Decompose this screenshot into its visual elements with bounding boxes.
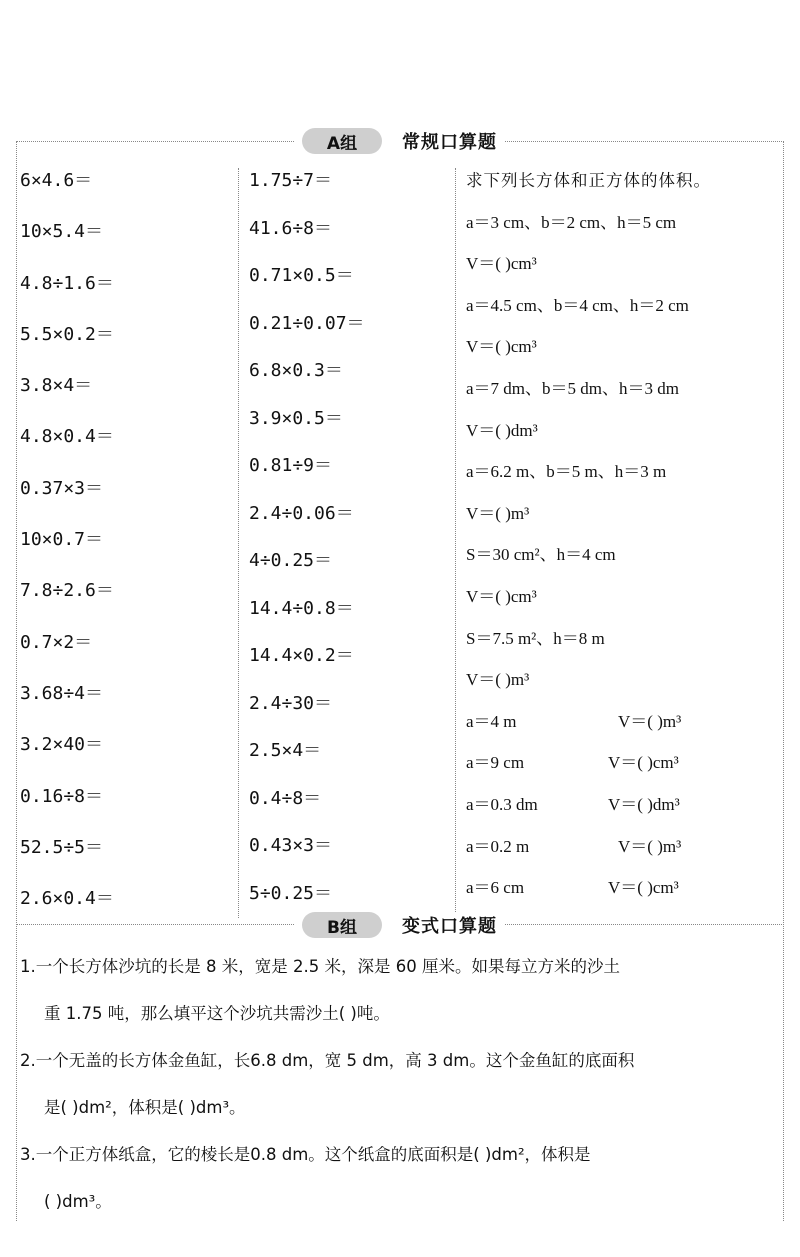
column-3-volume-problems xyxy=(466,166,786,915)
cube-answer: V＝( )cm³ xyxy=(608,878,679,898)
problem: 0.81÷9＝ xyxy=(249,455,333,476)
problem: 2.4÷0.06＝ xyxy=(249,502,354,524)
word-problem-line: 3.一个正方体纸盒，它的棱长是0.8 dm。这个纸盒的底面积是( )dm²，体积是 xyxy=(20,1145,591,1164)
problem: 0.71×0.5＝ xyxy=(249,265,354,286)
frame-left-border xyxy=(16,141,17,1221)
word-problem-line: 2.一个无盖的长方体金鱼缸，长6.8 dm，宽 5 dm，高 3 dm。这个金鱼缸的底面积 xyxy=(20,1051,635,1070)
cube-problem xyxy=(466,748,786,790)
group-b-problems xyxy=(20,952,785,1234)
problem: 0.21÷0.07＝ xyxy=(249,312,365,334)
problem: 5÷0.25＝ xyxy=(249,882,333,904)
column-2 xyxy=(249,166,365,926)
cube-answer: V＝( )m³ xyxy=(618,711,682,731)
answer-line: V＝( )cm³ xyxy=(466,586,537,606)
cube-edge: a＝0.2 m xyxy=(466,836,530,856)
cube-answer: V＝( )cm³ xyxy=(608,753,679,773)
problem: 6.8×0.3＝ xyxy=(249,360,343,381)
answer-line: V＝( )m³ xyxy=(466,670,530,690)
problem: 10×5.4＝ xyxy=(20,221,104,243)
problem: 2.6×0.4＝ xyxy=(20,888,114,910)
cube-edge: a＝0.3 dm xyxy=(466,794,538,814)
group-a-badge: A组 xyxy=(302,128,382,154)
cube-edge: a＝6 cm xyxy=(466,878,525,898)
cube-problem xyxy=(466,832,786,874)
answer-line: V＝( )m³ xyxy=(466,503,530,523)
cube-problem xyxy=(466,873,786,915)
cube-answer: V＝( )dm³ xyxy=(608,794,680,814)
problem: 3.68÷4＝ xyxy=(20,682,104,704)
problem: 0.4÷8＝ xyxy=(249,787,322,809)
problem: 41.6÷8＝ xyxy=(249,217,333,239)
dimension-line: a＝4.5 cm、b＝4 cm、h＝2 cm xyxy=(466,295,689,315)
answer-line: V＝( )dm³ xyxy=(466,420,538,440)
problem: 0.16÷8＝ xyxy=(20,785,104,807)
cube-edge: a＝4 m xyxy=(466,711,517,731)
instruction: 求下列长方体和正方体的体积。 xyxy=(466,171,711,190)
problem: 3.8×4＝ xyxy=(20,375,93,397)
problem: 2.4÷30＝ xyxy=(249,692,333,714)
group-a-title: 常规口算题 xyxy=(402,132,497,153)
problem: 3.2×40＝ xyxy=(20,734,104,756)
word-problem-line: 1.一个长方体沙坑的长是 8 米，宽是 2.5 米，深是 60 厘米。如果每立方米的沙土 xyxy=(20,957,620,976)
cube-answer: V＝( )m³ xyxy=(618,836,682,856)
dimension-line: a＝6.2 m、b＝5 m、h＝3 m xyxy=(466,462,667,482)
problem: 5.5×0.2＝ xyxy=(20,323,114,345)
problem: 3.9×0.5＝ xyxy=(249,407,343,429)
problem: 4.8÷1.6＝ xyxy=(20,272,114,294)
word-problem-line: ( )dm³。 xyxy=(44,1192,112,1211)
problem: 14.4×0.2＝ xyxy=(249,645,354,666)
problem: 4÷0.25＝ xyxy=(249,550,333,571)
cube-problem xyxy=(466,707,786,749)
problem: 10×0.7＝ xyxy=(20,529,104,551)
problem: 0.43×3＝ xyxy=(249,835,333,856)
column-divider-2 xyxy=(455,168,456,918)
problem: 14.4÷0.8＝ xyxy=(249,597,354,619)
word-problem-line: 重 1.75 吨，那么填平这个沙坑共需沙土( )吨。 xyxy=(44,1004,390,1023)
problem: 7.8÷2.6＝ xyxy=(20,580,114,602)
dimension-line: S＝7.5 m²、h＝8 m xyxy=(466,628,605,648)
dimension-line: S＝30 cm²、h＝4 cm xyxy=(466,545,616,565)
problem: 1.75÷7＝ xyxy=(249,170,333,191)
cube-edge: a＝9 cm xyxy=(466,753,525,773)
problem: 6×4.6＝ xyxy=(20,170,93,191)
group-b-badge: B组 xyxy=(302,912,382,938)
problem: 0.7×2＝ xyxy=(20,631,93,653)
problem: 4.8×0.4＝ xyxy=(20,426,114,448)
dimension-line: a＝3 cm、b＝2 cm、h＝5 cm xyxy=(466,212,677,232)
cube-problem xyxy=(466,790,786,832)
group-b-title: 变式口算题 xyxy=(402,916,497,937)
word-problem-line: 是( )dm²，体积是( )dm³。 xyxy=(44,1098,246,1117)
problem: 0.37×3＝ xyxy=(20,477,104,499)
problem: 52.5÷5＝ xyxy=(20,836,104,858)
answer-line: V＝( )cm³ xyxy=(466,254,537,274)
answer-line: V＝( )cm³ xyxy=(466,337,537,357)
column-divider-1 xyxy=(238,168,239,918)
group-a-header xyxy=(294,128,505,154)
problem: 2.5×4＝ xyxy=(249,740,322,761)
group-b-header xyxy=(294,912,505,938)
dimension-line: a＝7 dm、b＝5 dm、h＝3 dm xyxy=(466,378,679,398)
column-1 xyxy=(20,166,114,935)
